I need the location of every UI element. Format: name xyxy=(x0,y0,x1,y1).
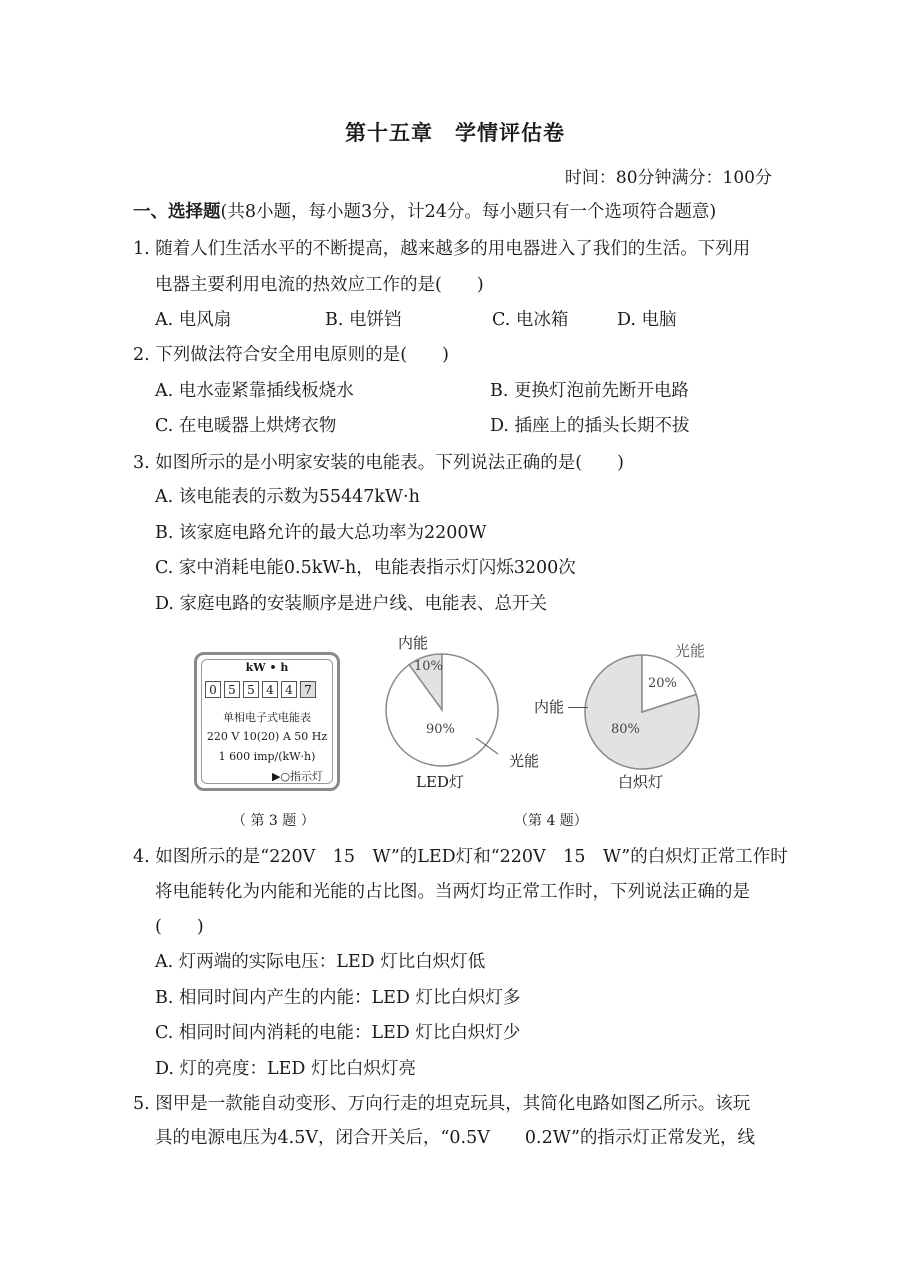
led-light-pct: 90% xyxy=(426,722,455,737)
meter-rating: 220 V 10(20) A 50 Hz xyxy=(206,730,328,743)
q4-stem-line3: ( ) xyxy=(155,917,204,937)
meter-name: 单相电子式电能表 xyxy=(223,711,311,724)
led-inner-label: 内能 xyxy=(398,634,429,652)
q3-option-d: D. 家庭电路的安装顺序是进户线、电能表、总开关 xyxy=(155,594,548,614)
led-inner-pct: 10% xyxy=(414,659,443,674)
q1-stem-line2: 电器主要利用电流的热效应工作的是( ) xyxy=(155,275,484,295)
q2-option-a: A. 电水壶紧靠插线板烧水 xyxy=(155,381,354,401)
figure-3-caption: （ 第 3 题 ） xyxy=(232,813,315,829)
q1-option-d: D. 电脑 xyxy=(617,310,677,330)
meter-digit: 0 xyxy=(205,681,221,698)
meter-unit: kW • h xyxy=(245,661,289,674)
q4-option-b: B. 相同时间内产生的内能：LED 灯比白炽灯多 xyxy=(155,988,521,1008)
led-light-label: 光能 xyxy=(509,752,540,770)
section-note: (共8小题，每小题3分，计24分。每小题只有一个选项符合题意) xyxy=(220,202,717,222)
q2-option-b: B. 更换灯泡前先断开电路 xyxy=(490,381,689,401)
incandescent-pie-chart xyxy=(580,650,710,775)
electric-meter-figure xyxy=(194,652,340,791)
q1-stem-line1: 1. 随着人们生活水平的不断提高，越来越多的用电器进入了我们的生活。下列用 xyxy=(133,239,751,259)
q1-option-b: B. 电饼铛 xyxy=(325,310,402,330)
incandescent-inner-leader xyxy=(568,707,588,708)
q1-option-c: C. 电冰箱 xyxy=(492,310,569,330)
meter-indicator: ▶○指示灯 xyxy=(271,770,323,783)
meter-digits xyxy=(205,681,319,698)
incandescent-inner-pct: 80% xyxy=(611,722,640,737)
section-heading xyxy=(133,200,716,224)
section-title: 一、选择题 xyxy=(133,202,221,222)
meter-constant: 1 600 imp/(kW·h) xyxy=(218,750,316,763)
meter-digit-decimal: 7 xyxy=(300,681,316,698)
incandescent-light-pct: 20% xyxy=(648,676,677,691)
meter-digit: 5 xyxy=(243,681,259,698)
q4-option-d: D. 灯的亮度：LED 灯比白炽灯亮 xyxy=(155,1059,417,1079)
meter-digit: 5 xyxy=(224,681,240,698)
q2-option-d: D. 插座上的插头长期不拔 xyxy=(490,416,690,436)
q3-option-a: A. 该电能表的示数为55447kW·h xyxy=(155,487,420,507)
q4-option-a: A. 灯两端的实际电压：LED 灯比白炽灯低 xyxy=(155,952,486,972)
meter-digit: 4 xyxy=(281,681,297,698)
led-pie-chart xyxy=(380,650,510,770)
incandescent-light-label: 光能 xyxy=(675,642,706,660)
q4-stem-line1: 4. 如图所示的是“220V 15 W”的LED灯和“220V 15 W”的白炽灯正常工作时 xyxy=(133,847,788,867)
q1-option-a: A. 电风扇 xyxy=(155,310,232,330)
page-title: 第十五章 学情评估卷 xyxy=(345,120,565,145)
q4-option-c: C. 相同时间内消耗的电能：LED 灯比白炽灯少 xyxy=(155,1023,521,1043)
incandescent-pie-name: 白炽灯 xyxy=(618,773,664,791)
incandescent-inner-label: 内能 xyxy=(534,698,565,716)
figure-4-caption: （第 4 题） xyxy=(514,813,588,829)
q5-stem-line1: 5. 图甲是一款能自动变形、万向行走的坦克玩具，其简化电路如图乙所示。该玩 xyxy=(133,1094,751,1114)
q2-option-c: C. 在电暖器上烘烤衣物 xyxy=(155,416,337,436)
q5-stem-line2: 具的电源电压为4.5V，闭合开关后，“0.5V 0.2W”的指示灯正常发光，线 xyxy=(155,1128,755,1148)
q3-stem: 3. 如图所示的是小明家安装的电能表。下列说法正确的是( ) xyxy=(133,453,624,473)
q2-stem: 2. 下列做法符合安全用电原则的是( ) xyxy=(133,345,449,365)
meter-digit: 4 xyxy=(262,681,278,698)
q4-stem-line2: 将电能转化为内能和光能的占比图。当两灯均正常工作时，下列说法正确的是 xyxy=(155,882,750,902)
q3-option-c: C. 家中消耗电能0.5kW-h，电能表指示灯闪烁3200次 xyxy=(155,558,576,578)
q3-option-b: B. 该家庭电路允许的最大总功率为2200W xyxy=(155,523,487,543)
led-pie-name: LED灯 xyxy=(416,773,464,791)
time-info: 时间：80分钟满分：100分 xyxy=(564,168,772,188)
